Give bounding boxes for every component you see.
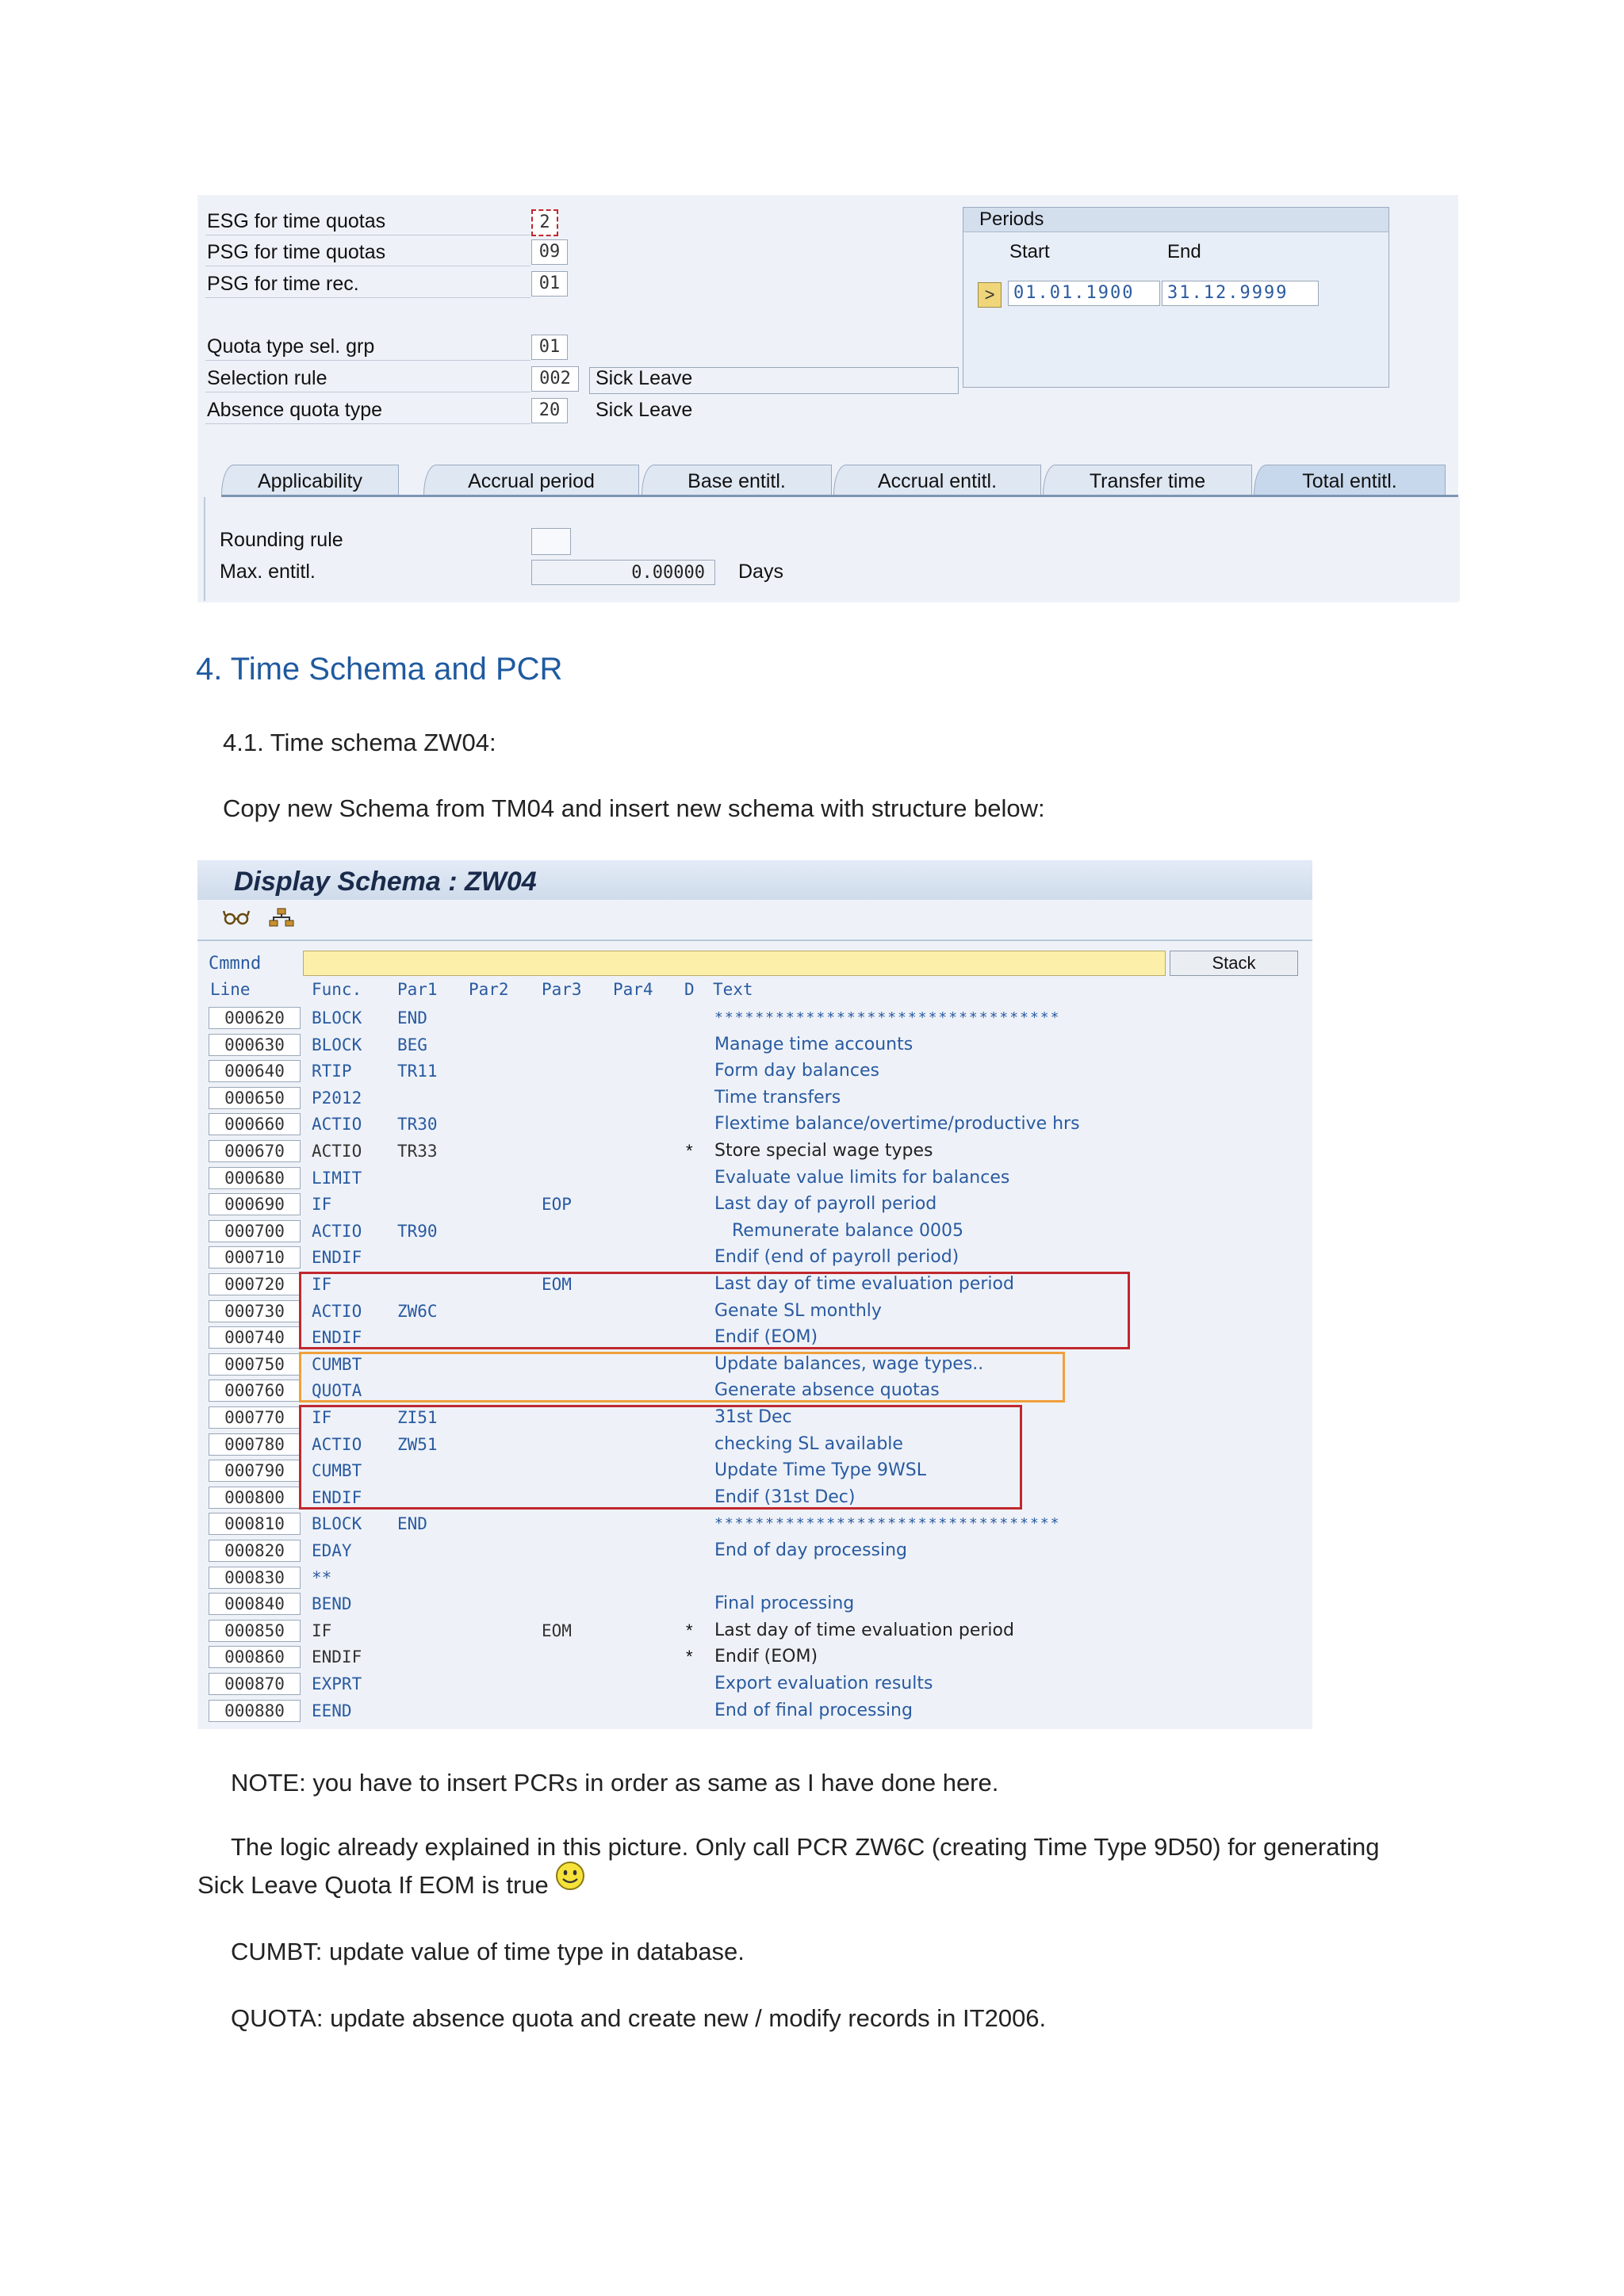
schema-text: checking SL available bbox=[714, 1433, 903, 1454]
schema-par1: END bbox=[397, 1008, 427, 1027]
schema-block-separator: ********************************** bbox=[714, 1515, 1061, 1533]
schema-screenshot bbox=[197, 860, 1312, 1729]
schema-line-number[interactable]: 000630 bbox=[209, 1034, 301, 1056]
period-start-field[interactable]: 01.01.1900 bbox=[1008, 281, 1160, 306]
col-header-par1: Par1 bbox=[397, 980, 438, 999]
schema-title-bar bbox=[197, 860, 1312, 900]
rounding-rule-field[interactable] bbox=[531, 528, 571, 555]
schema-line-number[interactable]: 000660 bbox=[209, 1113, 301, 1135]
schema-line-number[interactable]: 000870 bbox=[209, 1673, 301, 1695]
col-header-d: D bbox=[684, 980, 695, 999]
schema-func: ACTIO bbox=[312, 1301, 362, 1321]
highlight-cumbt-quota bbox=[299, 1352, 1065, 1402]
schema-line-number[interactable]: 000800 bbox=[209, 1487, 301, 1509]
selection-rule-label: Selection rule bbox=[205, 365, 530, 392]
schema-line-number[interactable]: 000830 bbox=[209, 1567, 301, 1589]
schema-line-number[interactable]: 000810 bbox=[209, 1513, 301, 1535]
schema-func: CUMBT bbox=[312, 1461, 362, 1481]
selection-rule-text: Sick Leave bbox=[596, 367, 693, 389]
schema-text: End of final processing bbox=[714, 1700, 913, 1720]
schema-row[interactable] bbox=[197, 1004, 1312, 1031]
schema-row[interactable] bbox=[197, 1031, 1312, 1058]
glasses-icon[interactable] bbox=[223, 906, 251, 932]
schema-func: LIMIT bbox=[312, 1168, 362, 1188]
schema-func: QUOTA bbox=[312, 1381, 362, 1401]
schema-text: Update balances, wage types.. bbox=[714, 1353, 984, 1374]
col-header-text: Text bbox=[713, 980, 753, 999]
period-end-field[interactable]: 31.12.9999 bbox=[1162, 281, 1319, 306]
schema-row[interactable] bbox=[197, 1510, 1312, 1537]
schema-text: Endif (EOM) bbox=[714, 1327, 818, 1348]
rounding-rule-label: Rounding rule bbox=[220, 529, 343, 551]
smiley-icon bbox=[555, 1861, 585, 1891]
tab-total-entitl[interactable]: Total entitl. bbox=[1254, 465, 1446, 496]
schema-func: BLOCK bbox=[312, 1035, 362, 1054]
sub-heading: 4.1. Time schema ZW04: bbox=[223, 729, 496, 756]
schema-func: ACTIO bbox=[312, 1221, 362, 1241]
schema-par1: ZW51 bbox=[397, 1434, 438, 1454]
command-label: Cmmnd bbox=[209, 954, 262, 974]
col-header-line: Line bbox=[210, 980, 251, 999]
schema-row[interactable] bbox=[197, 1617, 1312, 1644]
schema-row[interactable] bbox=[197, 1111, 1312, 1138]
max-entitl-label: Max. entitl. bbox=[220, 561, 316, 583]
periods-end-label: End bbox=[1167, 241, 1201, 262]
schema-line-number[interactable]: 000750 bbox=[209, 1353, 301, 1376]
schema-block-separator: ********************************** bbox=[714, 1009, 1061, 1026]
tab-applicability[interactable]: Applicability bbox=[221, 465, 399, 496]
schema-func: BLOCK bbox=[312, 1008, 362, 1027]
psg-rec-label: PSG for time rec. bbox=[205, 270, 530, 298]
absence-quota-field[interactable]: 20 bbox=[531, 398, 568, 423]
schema-title: Display Schema : ZW04 bbox=[234, 867, 537, 897]
schema-par1: TR30 bbox=[397, 1115, 438, 1135]
col-header-par3: Par3 bbox=[542, 980, 582, 999]
schema-line-number[interactable]: 000690 bbox=[209, 1193, 301, 1215]
schema-par1: ZW6C bbox=[397, 1301, 438, 1321]
schema-line-number[interactable]: 000840 bbox=[209, 1593, 301, 1615]
periods-start-label: Start bbox=[1009, 241, 1050, 262]
tab-accrual-entitl[interactable]: Accrual entitl. bbox=[833, 465, 1041, 496]
col-header-func: Func. bbox=[312, 980, 362, 999]
highlight-31st-dec-block bbox=[299, 1405, 1022, 1510]
schema-text: Update Time Type 9WSL bbox=[714, 1460, 926, 1481]
schema-func: EXPRT bbox=[312, 1674, 362, 1693]
schema-line-number[interactable]: 000730 bbox=[209, 1300, 301, 1322]
schema-text: Endif (EOM) bbox=[714, 1647, 818, 1667]
periods-group bbox=[963, 207, 1389, 388]
schema-par3: EOM bbox=[542, 1621, 572, 1640]
schema-par3: EOM bbox=[542, 1275, 572, 1294]
schema-text: End of day processing bbox=[714, 1540, 908, 1560]
schema-row[interactable] bbox=[197, 1085, 1312, 1112]
schema-line-number[interactable]: 000770 bbox=[209, 1406, 301, 1429]
schema-text: Export evaluation results bbox=[714, 1674, 933, 1693]
tab-content-area bbox=[204, 497, 1460, 601]
quota-paragraph: QUOTA: update absence quota and create new / modify records in IT2006. bbox=[231, 2004, 1047, 2032]
schema-line-number[interactable]: 000760 bbox=[209, 1380, 301, 1402]
schema-row[interactable] bbox=[197, 1165, 1312, 1192]
schema-text: Last day of time evaluation period bbox=[714, 1274, 1014, 1294]
schema-par1: TR11 bbox=[397, 1062, 438, 1081]
schema-toolbar bbox=[197, 903, 1312, 935]
schema-line-number[interactable]: 000710 bbox=[209, 1246, 301, 1269]
schema-func: ENDIF bbox=[312, 1647, 362, 1667]
schema-line-number[interactable]: 000620 bbox=[209, 1007, 301, 1029]
logic-paragraph-line1: The logic already explained in this picture. Only call PCR ZW6C (creating Time Type 9D50) for generating bbox=[231, 1833, 1380, 1861]
schema-func: ACTIO bbox=[312, 1434, 362, 1454]
schema-text: Last day of time evaluation period bbox=[714, 1620, 1014, 1640]
schema-line-number[interactable]: 000700 bbox=[209, 1220, 301, 1242]
selection-rule-field[interactable]: 002 bbox=[531, 366, 579, 392]
schema-func: BLOCK bbox=[312, 1514, 362, 1534]
col-header-par2: Par2 bbox=[469, 980, 509, 999]
schema-func: IF bbox=[312, 1275, 332, 1294]
schema-func: ACTIO bbox=[312, 1115, 362, 1135]
schema-d-flag: * bbox=[686, 1620, 693, 1640]
schema-func: ACTIO bbox=[312, 1142, 362, 1161]
schema-d-flag: * bbox=[686, 1141, 693, 1161]
schema-row[interactable] bbox=[197, 1670, 1312, 1697]
command-input[interactable] bbox=[303, 951, 1166, 976]
max-entitl-field[interactable]: 0.00000 bbox=[531, 560, 715, 585]
schema-text: Endif (31st Dec) bbox=[714, 1487, 856, 1507]
schema-row[interactable] bbox=[197, 1244, 1312, 1271]
col-header-par4: Par4 bbox=[613, 980, 653, 999]
schema-text: Flextime balance/overtime/productive hrs bbox=[714, 1114, 1080, 1135]
schema-text: Store special wage types bbox=[714, 1141, 933, 1161]
schema-par1: END bbox=[397, 1514, 427, 1534]
stack-button[interactable]: Stack bbox=[1170, 951, 1298, 976]
schema-text: Last day of payroll period bbox=[714, 1194, 937, 1215]
schema-func: ENDIF bbox=[312, 1248, 362, 1268]
logic-paragraph-line2: Sick Leave Quota If EOM is true bbox=[197, 1871, 549, 1899]
absence-quota-text: Sick Leave bbox=[596, 399, 693, 421]
schema-par3: EOP bbox=[542, 1195, 572, 1215]
schema-text: Generate absence quotas bbox=[714, 1380, 940, 1401]
tab-accrual-period[interactable]: Accrual period bbox=[423, 465, 639, 496]
schema-func: ** bbox=[312, 1567, 332, 1587]
schema-line-number[interactable]: 000850 bbox=[209, 1620, 301, 1642]
psg-rec-field[interactable]: 01 bbox=[531, 271, 568, 297]
schema-func: EDAY bbox=[312, 1541, 352, 1560]
schema-text: Manage time accounts bbox=[714, 1034, 914, 1054]
section-heading: 4. Time Schema and PCR bbox=[196, 652, 563, 687]
esg-label: ESG for time quotas bbox=[205, 208, 530, 235]
schema-func: EEND bbox=[312, 1701, 352, 1720]
schema-line-number[interactable]: 000650 bbox=[209, 1087, 301, 1109]
schema-func: IF bbox=[312, 1621, 332, 1640]
schema-text: Form day balances bbox=[714, 1061, 879, 1081]
schema-row[interactable] bbox=[197, 1564, 1312, 1591]
psg-quotas-field[interactable]: 09 bbox=[531, 239, 568, 265]
schema-line-number[interactable]: 000860 bbox=[209, 1646, 301, 1668]
schema-line-number[interactable]: 000640 bbox=[209, 1060, 301, 1082]
max-entitl-unit: Days bbox=[738, 561, 783, 583]
schema-par1: TR90 bbox=[397, 1221, 438, 1241]
quota-sel-grp-label: Quota type sel. grp bbox=[205, 333, 530, 361]
schema-func: ENDIF bbox=[312, 1487, 362, 1507]
schema-func: P2012 bbox=[312, 1088, 362, 1108]
periods-title: Periods bbox=[963, 208, 1388, 232]
schema-line-number[interactable]: 000820 bbox=[209, 1540, 301, 1562]
schema-row[interactable] bbox=[197, 1191, 1312, 1218]
intro-paragraph: Copy new Schema from TM04 and insert new schema with structure below: bbox=[223, 794, 1045, 822]
schema-text: Time transfers bbox=[714, 1087, 841, 1108]
schema-func: ENDIF bbox=[312, 1328, 362, 1348]
hierarchy-icon[interactable] bbox=[267, 906, 296, 932]
schema-row[interactable] bbox=[197, 1218, 1312, 1245]
cumbt-paragraph: CUMBT: update value of time type in database. bbox=[231, 1938, 745, 1965]
schema-func: IF bbox=[312, 1195, 332, 1215]
schema-text: Final processing bbox=[714, 1594, 855, 1614]
schema-text: Evaluate value limits for balances bbox=[714, 1167, 1010, 1188]
absence-quota-label: Absence quota type bbox=[205, 396, 530, 424]
schema-func: IF bbox=[312, 1408, 332, 1427]
schema-line-number[interactable]: 000720 bbox=[209, 1273, 301, 1295]
psg-quotas-label: PSG for time quotas bbox=[205, 239, 530, 266]
schema-func: RTIP bbox=[312, 1062, 352, 1081]
note-paragraph: NOTE: you have to insert PCRs in order as same as I have done here. bbox=[231, 1769, 999, 1797]
schema-line-number[interactable]: 000740 bbox=[209, 1326, 301, 1349]
schema-par1: ZI51 bbox=[397, 1408, 438, 1427]
schema-row[interactable] bbox=[197, 1138, 1312, 1165]
schema-line-number[interactable]: 000670 bbox=[209, 1140, 301, 1162]
highlight-eom-block bbox=[299, 1272, 1130, 1349]
schema-row[interactable] bbox=[197, 1590, 1312, 1617]
schema-line-number[interactable]: 000880 bbox=[209, 1700, 301, 1722]
esg-field[interactable]: 2 bbox=[531, 209, 558, 236]
schema-row[interactable] bbox=[197, 1697, 1312, 1724]
schema-row[interactable] bbox=[197, 1644, 1312, 1670]
schema-text: Endif (end of payroll period) bbox=[714, 1247, 959, 1268]
period-select-arrow-button[interactable]: > bbox=[978, 282, 1002, 308]
tab-base-entitl[interactable]: Base entitl. bbox=[642, 465, 832, 496]
schema-line-number[interactable]: 000780 bbox=[209, 1433, 301, 1456]
schema-text: Remunerate balance 0005 bbox=[732, 1220, 963, 1241]
schema-par1: TR33 bbox=[397, 1142, 438, 1161]
tab-transfer-time[interactable]: Transfer time bbox=[1043, 465, 1252, 496]
schema-par1: BEG bbox=[397, 1035, 427, 1054]
schema-func: CUMBT bbox=[312, 1354, 362, 1374]
schema-row[interactable] bbox=[197, 1537, 1312, 1564]
tab-strip bbox=[221, 465, 1458, 496]
quota-sel-grp-field[interactable]: 01 bbox=[531, 335, 568, 360]
toolbar-separator bbox=[197, 939, 1312, 941]
schema-text: Genate SL monthly bbox=[714, 1300, 882, 1321]
schema-row[interactable] bbox=[197, 1058, 1312, 1085]
quota-config-screenshot bbox=[197, 195, 1458, 603]
schema-line-number[interactable]: 000680 bbox=[209, 1167, 301, 1189]
schema-d-flag: * bbox=[686, 1647, 693, 1667]
schema-text: 31st Dec bbox=[714, 1407, 792, 1427]
schema-line-number[interactable]: 000790 bbox=[209, 1460, 301, 1482]
schema-func: BEND bbox=[312, 1594, 352, 1614]
